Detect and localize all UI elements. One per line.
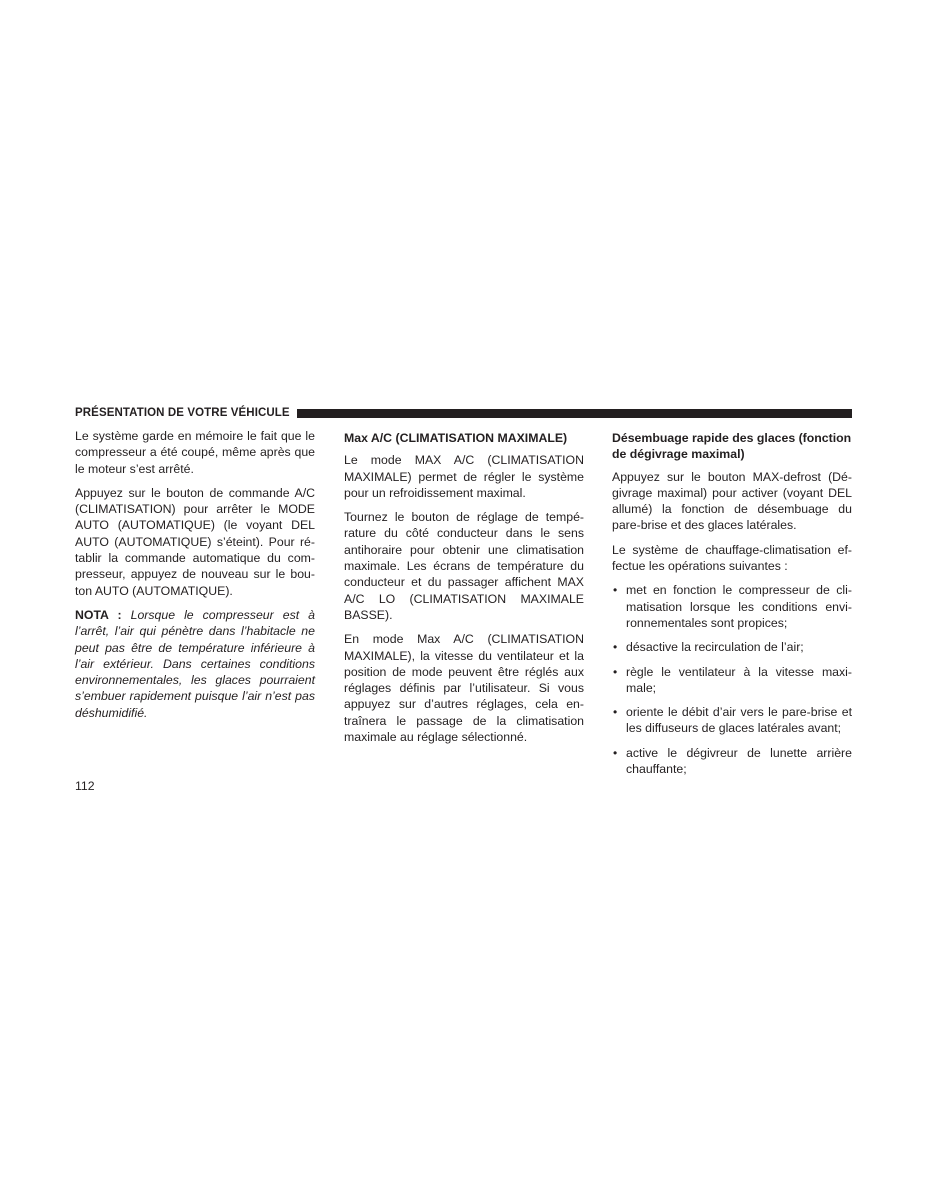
paragraph: En mode Max A/C (CLIMATISATION MAXIMALE), la vitesse du ventilateur et la position de mode peuvent être réglés aux réglages définis par l’utilisateur. Si vous appuyez sur d’autres réglages, cela en-traînera le passage de la climatisation maximale au réglage sélectionné. [344,632,584,745]
list-item-text: met en fonction le compresseur de cli-matisation lorsque les conditions envi-ronnementales sont propices; [626,583,852,630]
note [75,607,315,721]
list-item-text: règle le ventilateur à la vitesse maxi-male; [626,664,852,695]
section-header [75,405,852,421]
column-3 [612,428,852,785]
header-rule [297,409,852,418]
bullet-icon: • [613,745,618,760]
section-title: PRÉSENTATION DE VOTRE VÉHICULE [75,407,290,419]
paragraph: Appuyez sur le bouton de commande A/C (CLIMATISATION) pour arrêter le MODE AUTO (AUTOMATIQUE) (le voyant DEL AUTO (AUTOMATIQUE) s’éteint). Pour ré-tablir la commande automatique du com-presseur, appuyez de nouveau sur le bou-ton AUTO (AUTOMATIQUE). [75,485,315,598]
section-heading-max-ac: Max A/C (CLIMATISATION MAXIMALE) [344,431,568,445]
page-number: 112 [75,779,95,793]
section-heading-defrost: Désembuage rapide des glaces (fonction de dégivrage maximal) [612,431,852,462]
note-text: Lorsque le compresseur est à l’arrêt, l’air qui pénètre dans l’habitacle ne peut pas être de température inférieure à l’air extérieur. Dans certaines conditions environnementales, les glaces pourraient s’embuer rapidement puisque l’air n’est pas déshumidifié. [75,607,315,720]
paragraph: Le mode MAX A/C (CLIMATISATION MAXIMALE) permet de régler le système pour un refroidissement maximal. [344,453,584,500]
list-item-text: active le dégivreur de lunette arrière chauffante; [626,745,852,777]
note-label: NOTA : [75,607,122,622]
column-2 [344,428,584,753]
operations-list [612,582,852,777]
list-item [612,664,852,697]
list-item [612,704,852,737]
paragraph: Le système de chauffage-climatisation ef-fectue les opérations suivantes : [612,542,852,574]
bullet-icon: • [613,664,618,679]
bullet-icon: • [613,705,618,720]
list-item [612,639,852,655]
column-1 [75,428,315,729]
paragraph: Appuyez sur le bouton MAX-defrost (Dé-givrage maximal) pour activer (voyant DEL allumé) la fonction de désembuage du pare-brise et des glaces latérales. [612,469,852,533]
paragraph: Tournez le bouton de réglage de tempé-rature du côté conducteur dans le sens antihoraire pour obtenir une climatisation maximale. Les écrans de température du conducteur et du passager affichent MAX A/C LO (CLIMATISATION MAXIMALE BASSE). [344,510,584,622]
list-item [612,582,852,631]
list-item-text: oriente le débit d’air vers le pare-brise et les diffuseurs de glaces latérales avant; [626,705,852,736]
bullet-icon: • [613,583,618,598]
bullet-icon: • [613,640,618,655]
list-item-text: désactive la recirculation de l’air; [626,640,804,655]
list-item [612,745,852,778]
paragraph: Le système garde en mémoire le fait que le compresseur a été coupé, même après que le moteur s’est arrêté. [75,429,315,476]
